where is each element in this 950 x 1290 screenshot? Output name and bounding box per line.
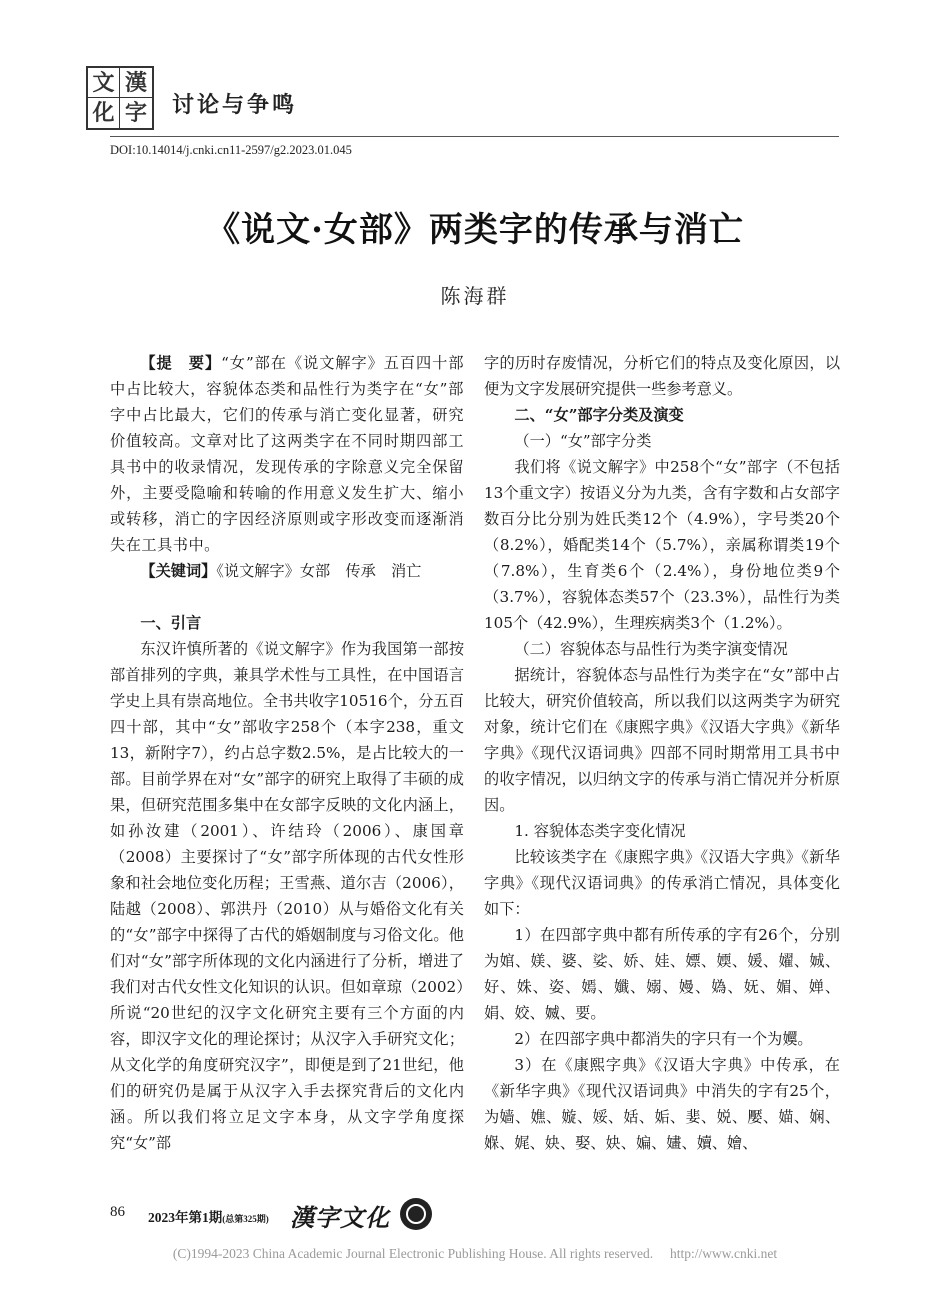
left-column	[110, 350, 464, 1156]
issue-info	[148, 1206, 269, 1226]
keywords	[110, 558, 464, 584]
evolution-paragraph: 据统计，容貌体态与品性行为类字在“女”部中占比较大，研究价值较高，所以我们以这两类字为研究对象，统计它们在《康熙字典》《汉语大字典》《新华字典》《现代汉语词典》四部不同时期常用工具书中的收字情况，以归纳文字的传承与消亡情况并分析原因。	[484, 666, 840, 814]
abstract-text: “女”部在《说文解字》五百四十部中占比较大，容貌体态类和品性行为类字在“女”部字中占比最大，它们的传承与消亡变化显著，研究价值较高。文章对比了这两类字在不同时期四部工具书中的收录情况，发现传承的字除意义完全保留外，主要受隐喻和转喻的作用意义发生扩大、缩小或转移，消亡的字因经济原则或字形改变而逐渐消失在工具书中。	[110, 354, 465, 554]
logo-char: 文	[88, 68, 120, 98]
continued-paragraph: 字的历时存废情况，分析它们的特点及变化原因，以便为文字发展研究提供一些参考意义。	[484, 354, 840, 398]
abstract-label: 【提 要】	[140, 354, 222, 372]
right-column	[484, 350, 840, 1156]
subheading-evolution: （二）容貌体态与品性行为类字演变情况	[514, 640, 788, 658]
author: 陈海群	[440, 284, 510, 308]
article-title: 《说文·女部》两类字的传承与消亡	[206, 210, 744, 250]
journal-seal-icon	[400, 1198, 432, 1230]
header-divider	[110, 136, 839, 137]
classification-paragraph: 我们将《说文解字》中258个“女”部字（不包括13个重文字）按语义分为九类，含有字数和占女部字数百分比分别为姓氏类12个（4.9%），字号类20个（8.2%），婚配类14个（5.7%），亲属称谓类19个（7.8%），生育类6个（2.4%），身份地位类9个（3.7%），容貌体态类57个（23.3%），品性行为类105个（42.9%），生理疾病类3个（1.2%）。	[484, 458, 840, 632]
keywords-text: 《说文解字》女部 传承 消亡	[216, 562, 422, 580]
issue-total: (总第325期)	[222, 1214, 269, 1224]
page-footer	[110, 1198, 840, 1238]
doi: DOI:10.14014/j.cnki.cn11-2597/g2.2023.01.045	[110, 143, 352, 157]
list-item: 2）在四部字典中都消失的字只有一个为嬽。	[514, 1030, 813, 1048]
section-tag: 讨论与争鸣	[172, 92, 298, 118]
page-number: 86	[110, 1204, 125, 1220]
logo-char: 化	[88, 98, 120, 128]
subheading-appearance: 1. 容貌体态类字变化情况	[514, 822, 686, 840]
section-heading-classification: 二、“女”部字分类及演变	[514, 406, 684, 424]
journal-name: 漢字文化	[290, 1203, 390, 1232]
journal-logo	[86, 66, 154, 130]
list-item: 1）在四部字典中都有所传承的字有26个，分别为婠、媄、婆、娑、娇、娃、嫖、媆、媛、嬥、娍、好、姝、姿、嫣、孅、嫋、嫚、媯、妩、媚、婵、娟、姣、媙、要。	[484, 926, 840, 1022]
issue-label: 2023年第1期	[148, 1210, 223, 1225]
logo-char: 字	[124, 100, 147, 126]
logo-char: 漢	[120, 68, 152, 98]
keywords-label: 【关键词】	[140, 562, 217, 580]
subheading-classification: （一）“女”部字分类	[514, 432, 652, 450]
abstract	[110, 350, 464, 558]
list-item: 3）在《康熙字典》《汉语大字典》中传承，在《新华字典》《现代汉语词典》中消失的字有25个，为嫱、嫶、嫙、娞、姡、姤、婓、娧、嬮、媌、娴、媬、娓、妜、娶、妜、媥、嫿、嬻、嬒、	[484, 1056, 840, 1152]
appearance-paragraph: 比较该类字在《康熙字典》《汉语大字典》《新华字典》《现代汉语词典》的传承消亡情况，具体变化如下：	[484, 848, 840, 918]
intro-paragraph: 东汉许慎所著的《说文解字》作为我国第一部按部首排列的字典，兼具学术性与工具性，在中国语言学史上具有崇高地位。全书共收字10516个，分五百四十部，其中“女”部收字258个（本字238，重文13，新附字7），约占总字数2.5%，是占比较大的一部。目前学界在对“女”部字的研究上取得了丰硕的成果，但研究范围多集中在女部字反映的文化内涵上，如孙汝建（2001）、许结玲（2006）、康国章（2008）主要探讨了“女”部字所体现的古代女性形象和社会地位变化历程；王雪燕、道尔吉（2006），陆越（2008）、郭洪丹（2010）从与婚俗文化有关的“女”部字中探得了古代的婚姻制度与习俗文化。他们对“女”部字所体现的文化内涵进行了分析，增进了我们对古代女性文化知识的认识。但如章琼（2002）所说“20世纪的汉字文化研究主要有三个方面的内容，即汉字文化的理论探讨；从汉字入手研究文化；从文化学的角度研究汉字”，即便是到了21世纪，他们的研究仍是属于从汉字入手去探究背后的文化内涵。所以我们将立足文字本身，从文字学角度探究“女”部	[110, 640, 464, 1152]
section-heading-intro: 一、引言	[140, 614, 202, 632]
copyright-notice: (C)1994-2023 China Academic Journal Electronic Publishing House. All rights reserved. http://www.cnki.net	[172, 1246, 778, 1261]
